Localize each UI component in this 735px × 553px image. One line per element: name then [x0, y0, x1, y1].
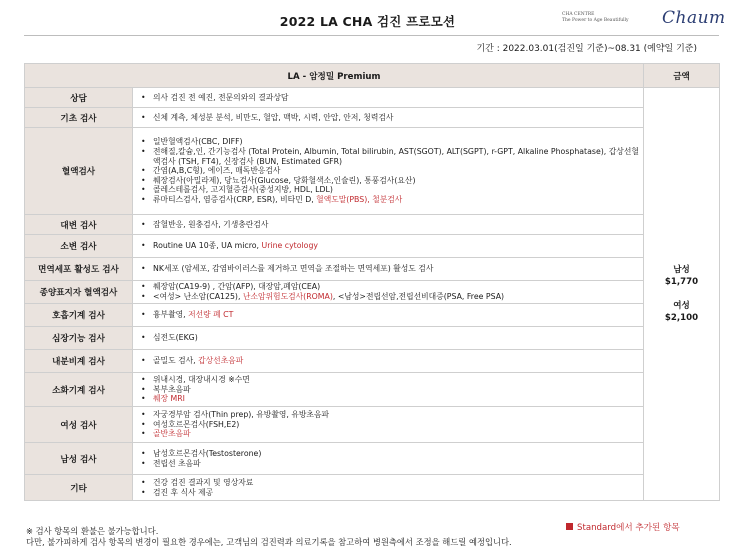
logo-tagline-line2: The Power to Age Beautifully: [562, 18, 629, 23]
price-male-label: 남성: [673, 265, 690, 275]
table-row: [25, 88, 720, 108]
price-male-value: $1,770: [664, 277, 699, 287]
item-text: 남성호르몬검사(Testosterone): [153, 448, 262, 458]
table-row: [25, 327, 720, 350]
page-title: 2022 LA CHA 검진 프로모션: [279, 14, 456, 29]
legend-swatch: [566, 523, 573, 530]
added-item-text: 갑상선초음파: [198, 356, 244, 366]
item-text: 신체 계측, 체성분 분석, 비만도, 혈압, 맥박, 시력, 안압, 안저, 청력검사: [153, 112, 394, 122]
row-items: [133, 258, 644, 281]
list-item: [141, 195, 639, 205]
logo-tagline-line1: CHA CENTRE: [562, 12, 595, 17]
row-items: [133, 281, 644, 304]
item-text: 위내시경, 대장내시경 ※수면: [153, 375, 250, 385]
table-row: [25, 108, 720, 128]
row-category: 대변 검사: [25, 215, 133, 235]
added-item-text: 저선량 폐 CT: [188, 310, 234, 320]
row-category: 심장기능 검사: [25, 327, 133, 350]
item-text: 류마티스검사, 염증검사(CRP, ESR), 비타민 D,: [153, 194, 317, 204]
item-text: 복부초음파: [153, 384, 191, 394]
header-price: 금액: [644, 64, 720, 88]
logo-tagline: [562, 12, 629, 24]
added-item-text: 혈액도말(PBS), 철분검사: [316, 194, 403, 204]
item-text: 검진 후 식사 제공: [153, 487, 214, 497]
list-item: [141, 375, 639, 385]
title-divider: [24, 35, 719, 36]
added-item-text: 난소암위험도검사(ROMA): [242, 292, 333, 301]
list-item: [141, 449, 639, 459]
list-item: [141, 185, 639, 195]
row-category: 소화기계 검사: [25, 373, 133, 407]
list-item: [141, 488, 639, 498]
list-item: [141, 176, 639, 186]
price-spacer: [644, 288, 719, 300]
row-items: [133, 128, 644, 215]
table-body: [25, 88, 720, 501]
row-category: 면역세포 활성도 검사: [25, 258, 133, 281]
chaum-logo: [560, 7, 725, 35]
added-item-text: 골반초음파: [153, 429, 191, 439]
list-item: [141, 241, 639, 251]
item-text: 췌장암(CA19-9) , 간암(AFP), 대장암,폐암(CEA): [153, 282, 321, 292]
item-text: 의사 검진 전 예진, 전문의와의 결과상담: [153, 92, 289, 102]
item-text: 여성호르몬검사(FSH,E2): [153, 419, 240, 429]
table-row: [25, 407, 720, 443]
list-item: [141, 356, 639, 366]
header-program: LA - 암정밀 Premium: [25, 64, 644, 88]
row-items: [133, 108, 644, 128]
item-text: <여성> 난소암(CA125),: [153, 292, 243, 301]
list-item: [141, 420, 639, 430]
row-items: [133, 443, 644, 475]
item-text: 흉부촬영,: [153, 310, 189, 320]
table-row: [25, 350, 720, 373]
item-text: 심전도(EKG): [153, 333, 198, 343]
row-items: [133, 475, 644, 501]
item-text: 전립선 초음파: [153, 458, 201, 468]
legend-label: Standard에서 추가된 항목: [577, 523, 680, 533]
logo-brand: Chaum: [662, 8, 726, 28]
row-category: 종양표지자 혈액검사: [25, 281, 133, 304]
list-item: [141, 410, 639, 420]
row-category: 호흡기계 검사: [25, 304, 133, 327]
row-items: [133, 304, 644, 327]
list-item: [141, 292, 639, 302]
table-row: [25, 215, 720, 235]
list-item: [141, 310, 639, 320]
list-item: [141, 166, 639, 176]
list-item: [141, 394, 639, 404]
list-item: [141, 478, 639, 488]
row-category: 남성 검사: [25, 443, 133, 475]
table-row: [25, 258, 720, 281]
item-text: 건강 검진 결과지 및 영상자료: [153, 477, 254, 487]
price-female-label: 여성: [673, 301, 690, 311]
item-text: 췌장검사(아밀라제), 당뇨검사(Glucose, 당화혈색소,인슐린), 통풍검사(요산): [153, 175, 416, 185]
item-text: 자궁경부암 검사(Thin prep), 유방촬영, 유방초음파: [153, 410, 330, 420]
table-row: [25, 128, 720, 215]
table-row: [25, 373, 720, 407]
table-row: [25, 281, 720, 304]
footnote-change: 다만, 불가피하게 검사 항목의 변경이 필요한 경우에는, 고객님의 검진력과 의료기록을 참고하여 병원측에서 조정을 해드릴 예정입니다.: [26, 537, 512, 547]
row-items: [133, 88, 644, 108]
price-female-value: $2,100: [664, 313, 699, 323]
list-item: [141, 264, 639, 274]
list-item: [141, 113, 639, 123]
row-category: 기타: [25, 475, 133, 501]
table-row: [25, 475, 720, 501]
item-text: Routine UA 10종, UA micro,: [153, 241, 262, 251]
item-text: 잠혈반응, 원충검사, 기생충란검사: [153, 219, 269, 229]
footnote-refund: ※ 검사 항목의 환불은 불가능합니다.: [26, 526, 159, 536]
checkup-table: [24, 63, 720, 501]
item-text: , <남성>전립선암,전립선비대증(PSA, Free PSA): [332, 292, 505, 301]
list-item: [141, 137, 639, 147]
list-item: [141, 429, 639, 439]
table-row: [25, 443, 720, 475]
list-item: [141, 385, 639, 395]
item-text: 일반혈액검사(CBC, DIFF): [153, 137, 243, 147]
row-category: 상담: [25, 88, 133, 108]
footnotes: [26, 526, 512, 548]
item-text: 전해질,칼슘,인, 간기능검사 (Total Protein, Albumin, Total bilirubin, AST(SGOT), ALT(SGPT), r-GPT, Alkaline Phosphatase), 갑상선혈액검사 (TSH, FT4), 신장검사 (BUN, Estimated GFR): [153, 147, 639, 166]
row-items: [133, 327, 644, 350]
row-category: 기초 검사: [25, 108, 133, 128]
item-text: 콜레스테롤검사, 고지혈증검사(중성지방, HDL, LDL): [153, 185, 333, 195]
table-header-row: [25, 64, 720, 88]
added-item-text: 췌장 MRI: [153, 394, 185, 404]
row-items: [133, 235, 644, 258]
row-items: [133, 373, 644, 407]
list-item: [141, 147, 639, 166]
row-category: 여성 검사: [25, 407, 133, 443]
legend: [566, 521, 680, 533]
list-item: [141, 282, 639, 292]
row-category: 내분비계 검사: [25, 350, 133, 373]
price-cell: [644, 88, 720, 501]
item-text: 간염(A,B,C형), 에이즈, 매독반응검사: [153, 166, 281, 176]
list-item: [141, 459, 639, 469]
promotion-period: 기간 : 2022.03.01(검진일 기준)~08.31 (예약일 기준): [476, 44, 697, 54]
row-items: [133, 215, 644, 235]
item-text: 골밀도 검사,: [153, 356, 199, 366]
row-category: 소변 검사: [25, 235, 133, 258]
list-item: [141, 93, 639, 103]
table-row: [25, 304, 720, 327]
list-item: [141, 220, 639, 230]
table-row: [25, 235, 720, 258]
row-category: 혈액검사: [25, 128, 133, 215]
item-text: NK세포 (암세포, 감염바이러스를 제거하고 면역을 조절하는 면역세포) 활성도 검사: [153, 264, 434, 274]
row-items: [133, 407, 644, 443]
list-item: [141, 333, 639, 343]
added-item-text: Urine cytology: [261, 241, 319, 251]
row-items: [133, 350, 644, 373]
